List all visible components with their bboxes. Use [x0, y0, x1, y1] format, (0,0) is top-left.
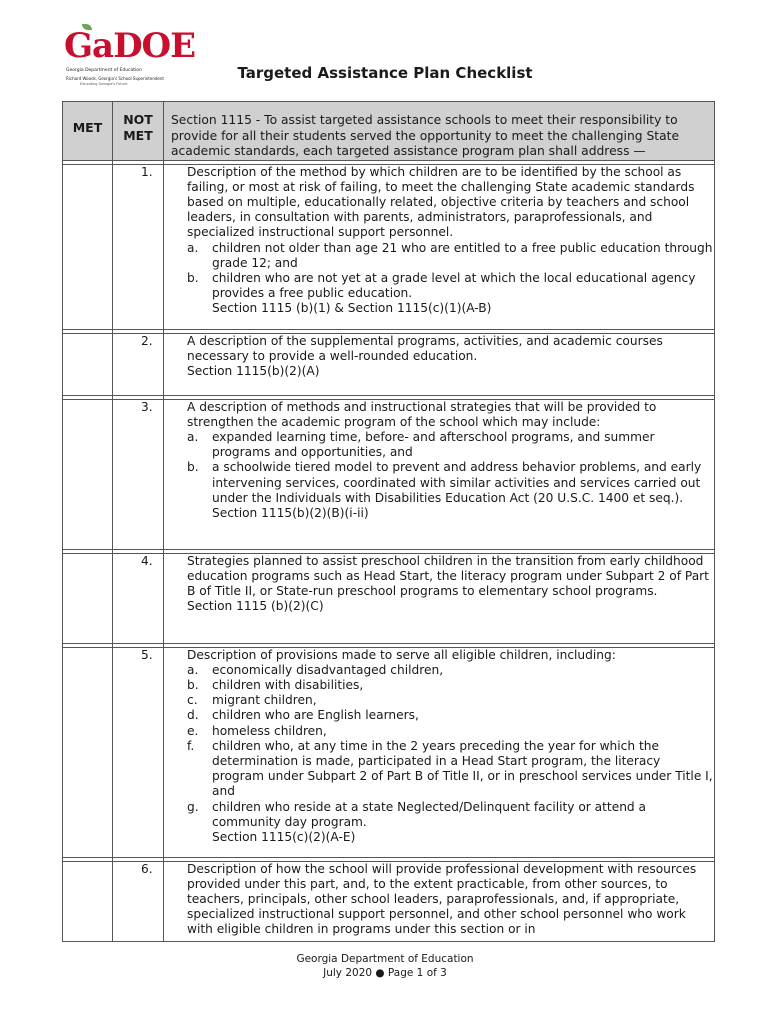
- logo-line-1: Georgia Department of Education: [66, 68, 142, 73]
- sub-item: [187, 708, 714, 723]
- item-description: A description of methods and instructional strategies that will be provided to strengthen the academic program of the school which may include:: [187, 399, 657, 429]
- section-citation: Section 1115(c)(2)(A-E): [212, 829, 356, 844]
- page-title: Targeted Assistance Plan Checklist: [237, 64, 533, 82]
- checklist-row: [63, 333, 715, 395]
- sub-item-text: homeless children,: [212, 723, 327, 738]
- sub-item-letter: a.: [187, 662, 199, 677]
- requirement-cell: [141, 861, 715, 941]
- requirement-text: [141, 164, 714, 241]
- item-description: A description of the supplemental programs, activities, and academic courses necessary to provide a well-rounded education.: [187, 333, 663, 363]
- sub-item: [187, 663, 714, 678]
- sub-item-text: a schoolwide tiered model to prevent and address behavior problems, and early intervening services, coordinated with similar activities and services carried out under the Individuals with Disabilities Education Act (20 U.S.C. 1400 et seq.).: [212, 460, 702, 505]
- checklist-row: [63, 647, 715, 857]
- sub-item-letter: a.: [187, 240, 199, 255]
- logo-line-2: Richard Woods, Georgia's School Superintendent: [66, 76, 164, 81]
- not-met-checkbox-cell[interactable]: [113, 861, 164, 941]
- section-intro-header: Section 1115 - To assist targeted assistance schools to meet their responsibility to provide for all their students served the opportunity to meet the challenging State academic standards, each targeted assistance program plan shall address —: [164, 102, 715, 161]
- item-number: 5.: [141, 647, 153, 662]
- sub-item-letter: f.: [187, 738, 195, 753]
- sub-item-letter: b.: [187, 677, 199, 692]
- item-number: 2.: [141, 333, 153, 348]
- met-checkbox-cell[interactable]: [63, 647, 113, 857]
- section-citation: Section 1115 (b)(2)(C): [187, 599, 324, 614]
- section-citation: Section 1115 (b)(1) & Section 1115(c)(1)(A-B): [212, 301, 492, 316]
- sub-item-list: [164, 430, 714, 506]
- requirement-text: [141, 647, 714, 663]
- sub-item: [187, 430, 714, 460]
- sub-item-letter: e.: [187, 723, 199, 738]
- sub-item-text: children who are not yet at a grade level at which the local educational agency provides a free public education.: [212, 270, 696, 301]
- not-met-checkbox-cell[interactable]: [113, 333, 164, 395]
- sub-item: [187, 693, 714, 708]
- footer-page-info: July 2020 ● Page 1 of 3: [323, 967, 447, 979]
- item-description: Description of the method by which children are to be identified by the school as failing, or most at risk of failing, to meet the challenging State academic standards based on multiple, educationally related, objective criteria by teachers and school leaders, in consultation with parents, administrators, paraprofessionals, and specialized instructional support personnel.: [187, 164, 695, 240]
- sub-item-text: children who, at any time in the 2 years preceding the year for which the determination is made, participated in a Head Start program, the literacy program under Subpart 2 of Part B of Title II, or in preschool services under Title I, and: [212, 738, 713, 799]
- met-checkbox-cell[interactable]: [63, 164, 113, 329]
- checklist-row: [63, 164, 715, 329]
- sub-item: [187, 271, 714, 301]
- section-citation: Section 1115(b)(2)(B)(i-ii): [212, 505, 369, 520]
- sub-item: [187, 800, 714, 830]
- sub-item: [187, 739, 714, 800]
- requirement-cell: [141, 399, 715, 549]
- sub-item-letter: b.: [187, 270, 199, 285]
- checklist-row: [63, 861, 715, 941]
- sub-item-letter: b.: [187, 460, 199, 475]
- sub-item-letter: d.: [187, 708, 199, 723]
- not-met-checkbox-cell[interactable]: [113, 647, 164, 857]
- sub-item-text: migrant children,: [212, 693, 317, 708]
- not-met-checkbox-cell[interactable]: [113, 553, 164, 643]
- sub-item-letter: c.: [187, 693, 198, 708]
- sub-item: [187, 460, 714, 506]
- sub-item-text: economically disadvantaged children,: [212, 662, 444, 677]
- logo-brand: GaDOE: [64, 26, 196, 66]
- sub-item: [187, 724, 714, 739]
- met-column-header: MET: [63, 102, 113, 161]
- requirement-cell: [141, 164, 715, 329]
- checklist-row: [63, 399, 715, 549]
- not-met-checkbox-cell[interactable]: [113, 399, 164, 549]
- sub-item: [187, 241, 714, 271]
- header-row: [63, 102, 715, 161]
- sub-item: [187, 678, 714, 693]
- item-number: 4.: [141, 553, 153, 568]
- requirement-cell: [141, 647, 715, 857]
- met-checkbox-cell[interactable]: [63, 333, 113, 395]
- page-footer: [0, 952, 770, 980]
- logo-line-3: Educating Georgia's Future: [80, 82, 128, 86]
- requirement-text: [141, 333, 714, 364]
- sub-item-list: [164, 663, 714, 830]
- item-description: Strategies planned to assist preschool children in the transition from early childhood education programs such as Head Start, the literacy program under Subpart 2 of Part B of Title II, or State-run preschool programs to elementary school programs.: [187, 553, 709, 598]
- requirement-text: [141, 399, 714, 430]
- sub-item-letter: g.: [187, 799, 199, 814]
- sub-item-list: [164, 241, 714, 302]
- requirement-cell: [141, 553, 715, 643]
- sub-item-text: children not older than age 21 who are entitled to a free public education through grade 12; and: [212, 240, 713, 270]
- footer-org: Georgia Department of Education: [296, 953, 474, 965]
- requirement-cell: [141, 333, 715, 395]
- met-checkbox-cell[interactable]: [63, 399, 113, 549]
- checklist-row: [63, 553, 715, 643]
- met-checkbox-cell[interactable]: [63, 861, 113, 941]
- item-description: Description of how the school will provide professional development with resources provided under this part, and, to the extent practicable, from other sources, to teachers, principals, other school leaders, paraprofessionals, and, if appropriate, specialized instructional support personnel, and other school personnel who work with eligible children in programs under this section or in: [187, 861, 697, 937]
- not-met-column-header: NOT MET: [113, 102, 164, 161]
- sub-item-text: children who are English learners,: [212, 708, 419, 723]
- checklist-table: [62, 101, 715, 942]
- requirement-text: [141, 861, 714, 938]
- sub-item-letter: a.: [187, 429, 199, 444]
- requirement-text: [141, 553, 714, 600]
- item-number: 6.: [141, 861, 153, 876]
- sub-item-text: children who reside at a state Neglected/Delinquent facility or attend a community day program.: [212, 799, 647, 829]
- item-description: Description of provisions made to serve all eligible children, including:: [187, 647, 616, 662]
- not-met-checkbox-cell[interactable]: [113, 164, 164, 329]
- sub-item-text: expanded learning time, before- and afterschool programs, and summer programs and opportunities, and: [212, 429, 655, 460]
- item-number: 1.: [141, 164, 153, 179]
- item-number: 3.: [141, 399, 153, 414]
- section-citation: Section 1115(b)(2)(A): [187, 363, 320, 378]
- met-checkbox-cell[interactable]: [63, 553, 113, 643]
- sub-item-text: children with disabilities,: [212, 677, 364, 692]
